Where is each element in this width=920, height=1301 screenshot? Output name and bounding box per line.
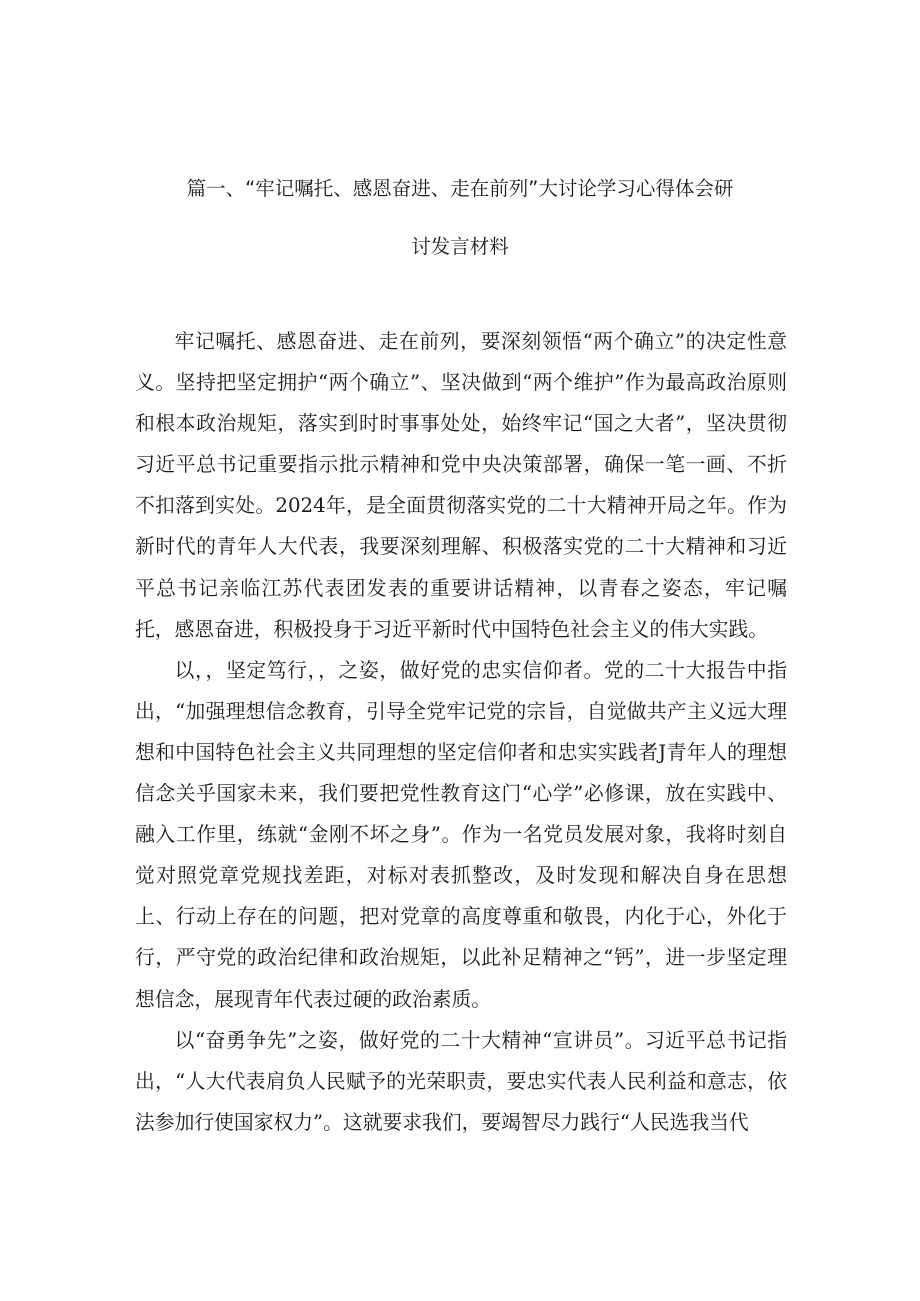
paragraph-1: 牢记嘱托、感恩奋进、走在前列，要深刻领悟“两个确立”的决定性意义。坚持把坚定拥护“两个确立”、坚决做到“两个维护”作为最高政治原则和根本政治规矩，落实到时时事事处处，始终牢记“国之大者”，坚决贯彻习近平总书记重要指示批示精神和党中央决策部署，确保一笔一画、不折不扣落到实处。2024年，是全面贯彻落实党的二十大精神开局之年。作为新时代的青年人大代表，我要深刻理解、积极落实党的二十大精神和习近平总书记亲临江苏代表团发表的重要讲话精神，以青春之姿态，牢记嘱托，感恩奋进，积极投身于习近平新时代中国特色社会主义的伟大实践。 — [135, 330, 787, 641]
document-title-line-2: 讨发言材料 — [411, 235, 509, 258]
paragraph-3: 以“奋勇争先”之姿，做好党的二十大精神“宣讲员”。习近平总书记指出，“人大代表肩负人民赋予的光荣职责，要忠实代表人民利益和意志，依法参加行使国家权力”。这就要求我们，要竭智尽力践行“人民选我当代 — [135, 1028, 787, 1134]
document-title-line-1: 篇一、“牢记嘱托、感恩奋进、走在前列”大讨论学习心得体会研 — [186, 177, 734, 200]
paragraph-2: 以，，坚定笃行，，之姿，做好党的忠实信仰者。党的二十大报告中指出，“加强理想信念教育，引导全党牢记党的宗旨，自觉做共产主义远大理想和中国特色社会主义共同理想的坚定信仰者和忠实实践者J青年人的理想信念关乎国家未来，我们要把党性教育这门“心学”必修课，放在实践中、融入工作里，练就“金刚不坏之身”。作为一名党员发展对象，我将时刻自觉对照党章党规找差距，对标对表抓整改，及时发现和解决自身在思想上、行动上存在的问题，把对党章的高度尊重和敬畏，内化于心，外化于行，严守党的政治纪律和政治规矩，以此补足精神之“钙”，进一步坚定理想信念，展现青年代表过硬的政治素质。 — [135, 658, 787, 1011]
document-body — [135, 321, 787, 1143]
